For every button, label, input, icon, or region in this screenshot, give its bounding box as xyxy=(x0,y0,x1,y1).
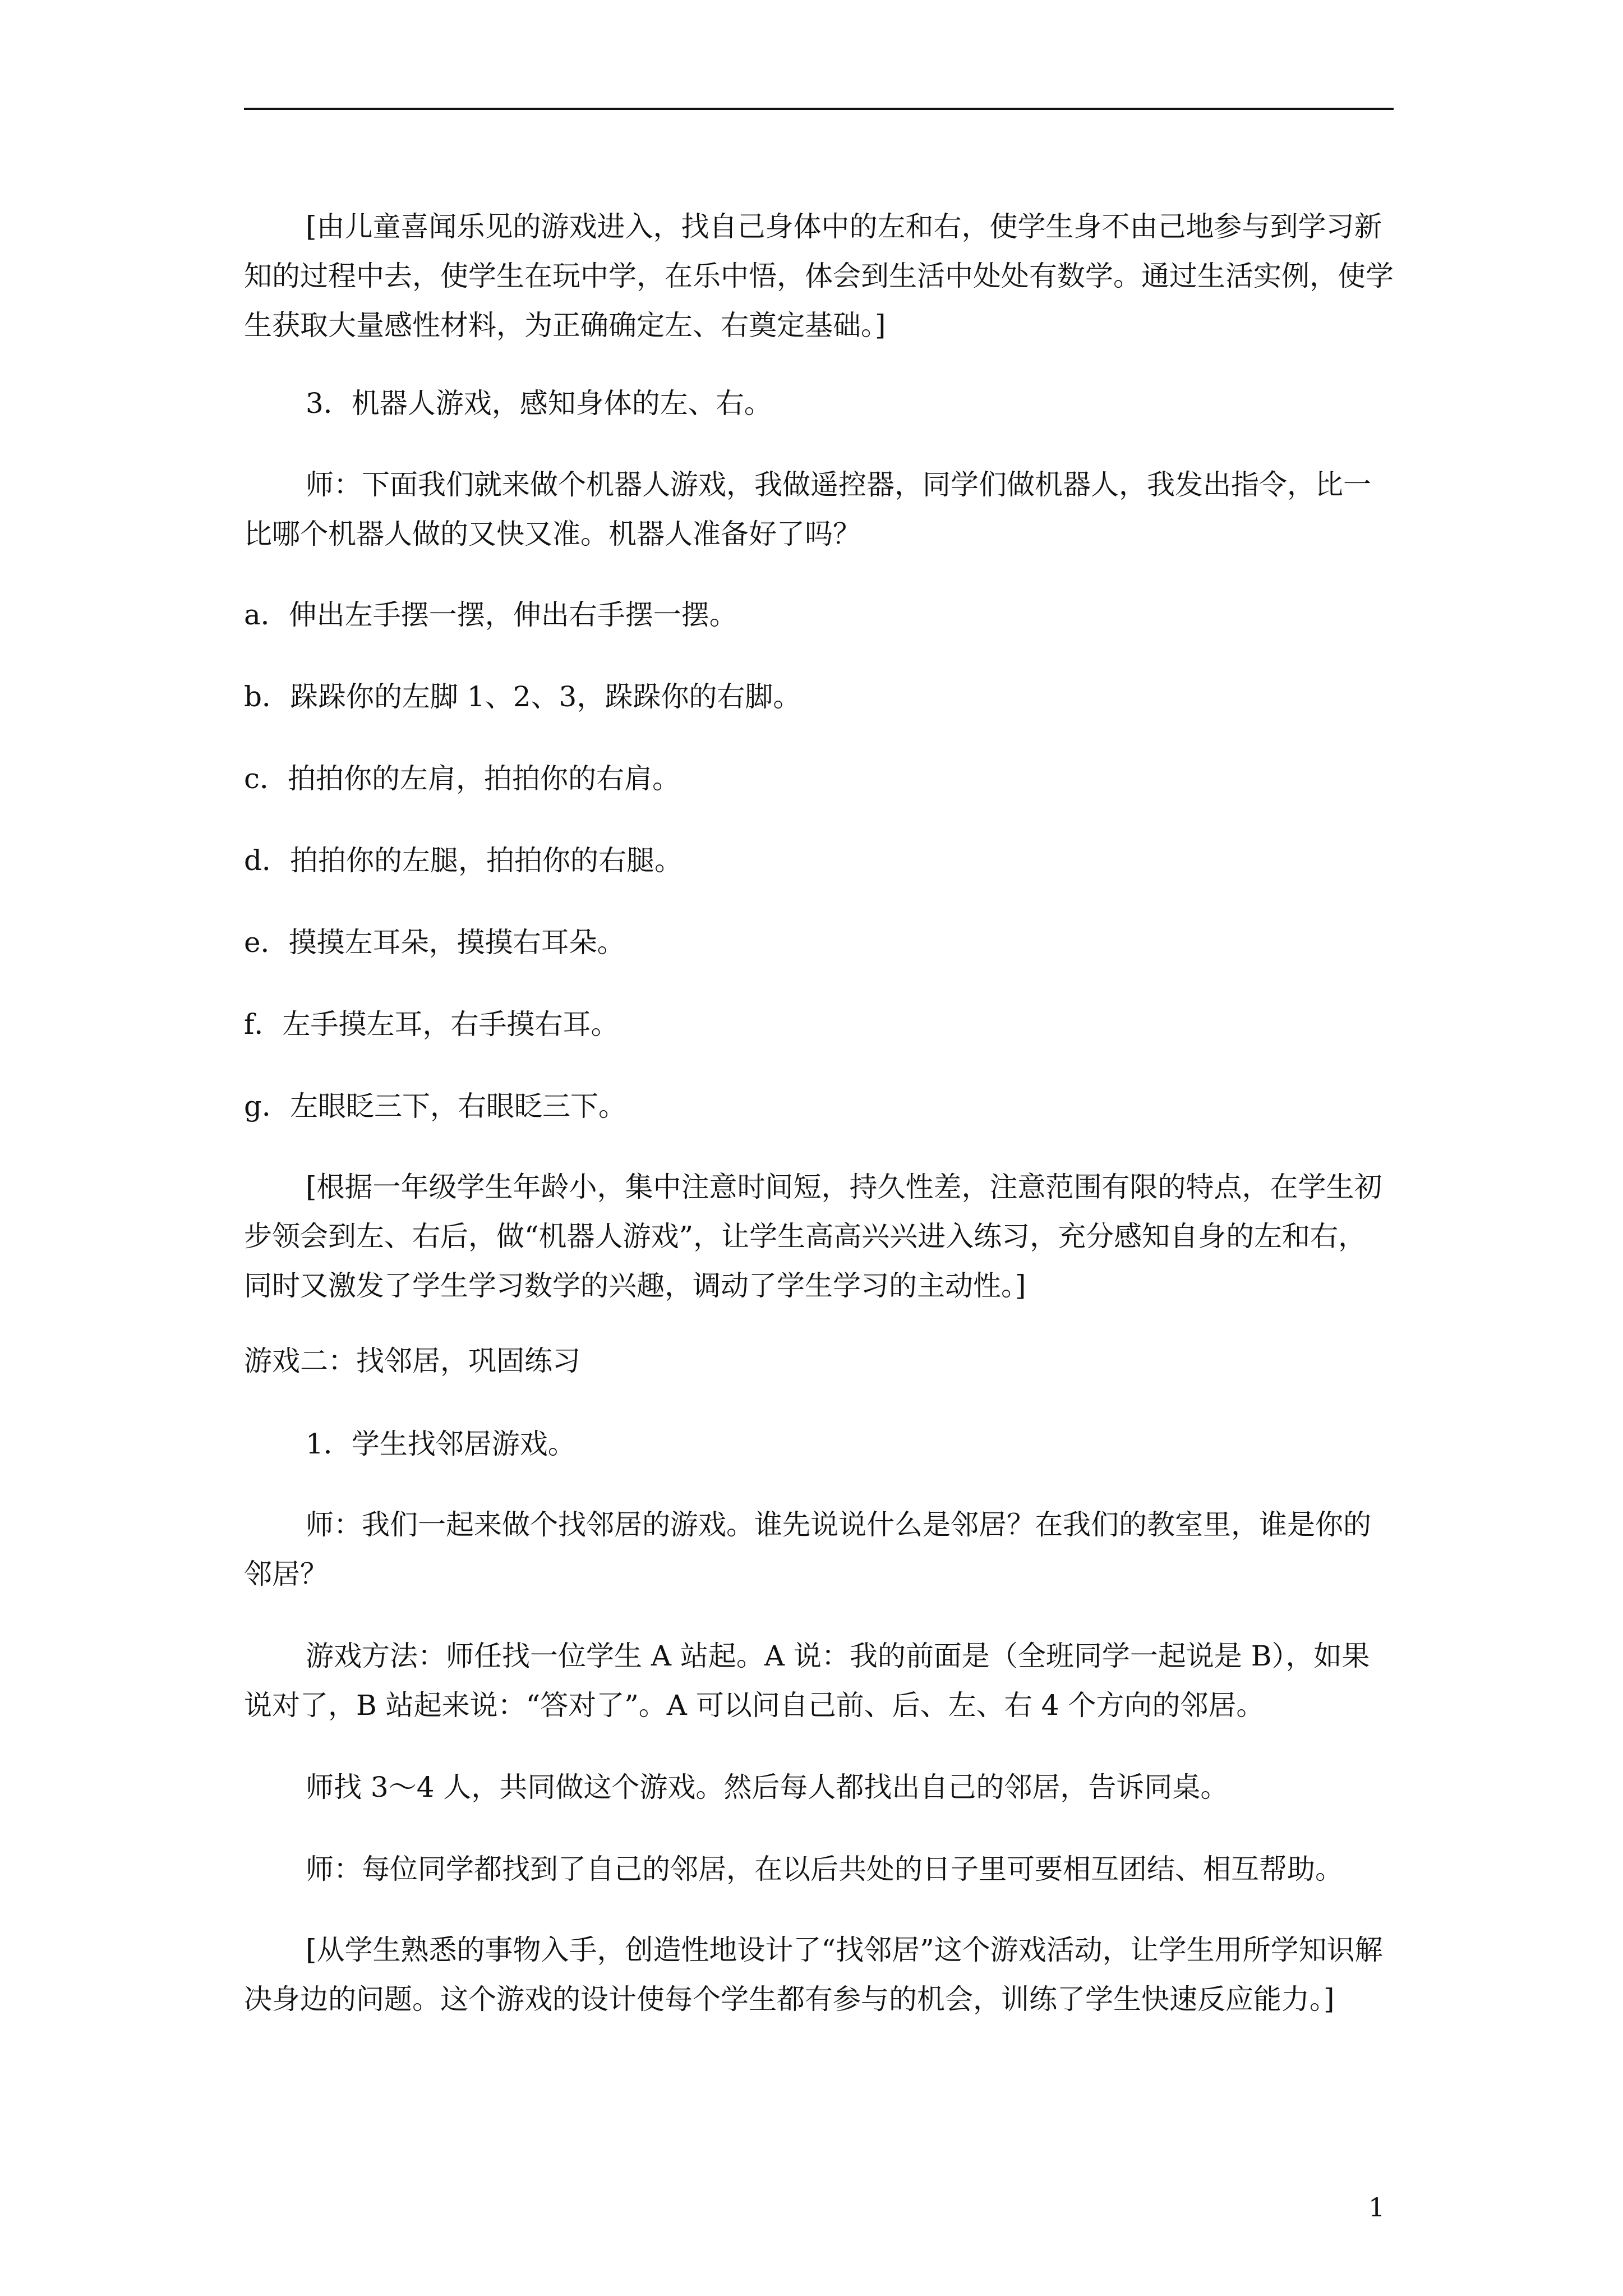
teacher-instruction-robot: 师：下面我们就来做个机器人游戏，我做遥控器，同学们做机器人，我发出指令，比一比哪个机器人做的又快又准。机器人准备好了吗？ xyxy=(244,468,1371,550)
instruction-a: a．伸出左手摆一摆，伸出右手摆一摆。 xyxy=(244,599,737,631)
instruction-g: g．左眼眨三下，右眼眨三下。 xyxy=(244,1090,627,1122)
teacher-question-neighbor: 师：我们一起来做个找邻居的游戏。谁先说说什么是邻居？在我们的教室里，谁是你的邻居？ xyxy=(244,1508,1371,1590)
commentary-paragraph-1: [由儿童喜闻乐见的游戏进入，找自己身体中的左和右，使学生身不由己地参与到学习新知的过程中去，使学生在玩中学，在乐中悟，体会到生活中处处有数学。通过生活实例，使学生获取大量感性材料，为正确确定左、右奠定基础。] xyxy=(244,210,1394,342)
page-number: 1 xyxy=(1368,2192,1385,2223)
instruction-f: f．左手摸左耳，右手摸右耳。 xyxy=(244,1008,619,1041)
step-heading-robot-game: 3．机器人游戏，感知身体的左、右。 xyxy=(306,387,772,420)
instruction-d: d．拍拍你的左腿，拍拍你的右腿。 xyxy=(244,844,683,877)
teacher-closing-paragraph: 师：每位同学都找到了自己的邻居，在以后共处的日子里可要相互团结、相互帮助。 xyxy=(306,1853,1343,1885)
header-rule xyxy=(244,108,1394,110)
game-method-paragraph: 游戏方法：师任找一位学生 A 站起。A 说：我的前面是（全班同学一起说是 B），如果说对了，B 站起来说：“答对了”。A 可以问自己前、后、左、右 4 个方向的邻居。 xyxy=(244,1640,1370,1722)
game-two-heading: 游戏二：找邻居，巩固练习 xyxy=(244,1345,580,1377)
instruction-c: c．拍拍你的左肩，拍拍你的右肩。 xyxy=(244,762,681,795)
step-heading-find-neighbor: 1．学生找邻居游戏。 xyxy=(306,1428,576,1460)
teacher-group-paragraph: 师找 3～4 人，共同做这个游戏。然后每人都找出自己的邻居，告诉同桌。 xyxy=(306,1771,1229,1803)
commentary-paragraph-3: [从学生熟悉的事物入手，创造性地设计了“找邻居”这个游戏活动，让学生用所学知识解决身边的问题。这个游戏的设计使每个学生都有参与的机会，训练了学生快速反应能力。] xyxy=(244,1934,1383,2016)
instruction-e: e．摸摸左耳朵，摸摸右耳朵。 xyxy=(244,926,625,959)
commentary-paragraph-2: [根据一年级学生年龄小，集中注意时间短，持久性差，注意范围有限的特点，在学生初步领会到左、右后，做“机器人游戏”，让学生高高兴兴进入练习，充分感知自身的左和右，同时又激发了学生学习数学的兴趣，调动了学生学习的主动性。] xyxy=(244,1171,1382,1302)
instruction-b: b．跺跺你的左脚 1、2、3，跺跺你的右脚。 xyxy=(244,680,801,713)
